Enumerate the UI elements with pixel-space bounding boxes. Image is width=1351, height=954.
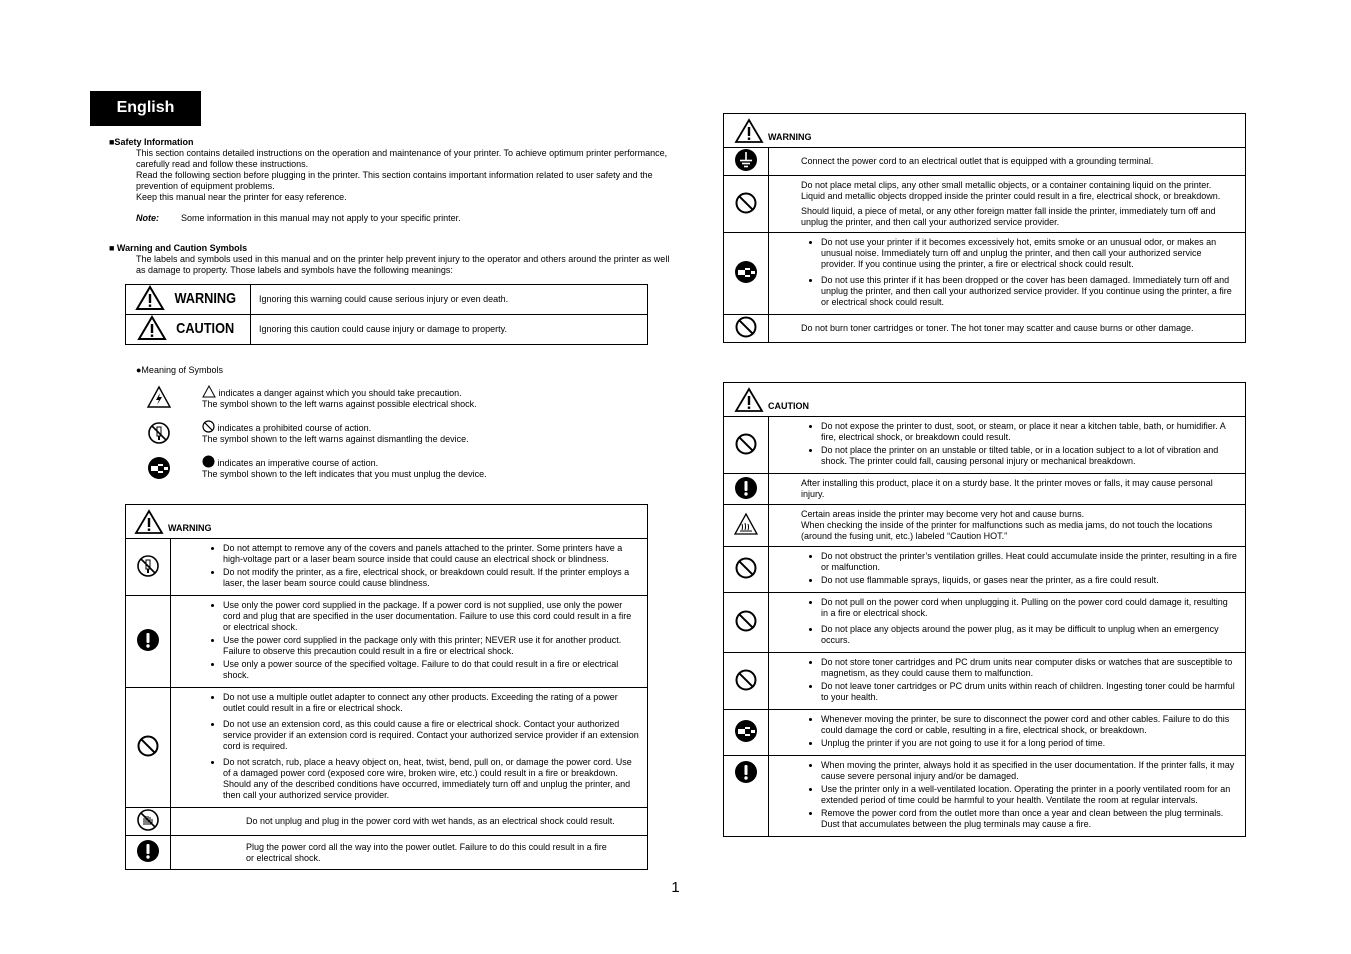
list-item: • Unplug the printer if you are not going to use it for a long period of time. [821, 738, 1237, 749]
caution-triangle-icon [734, 387, 764, 413]
prohibited-icon [734, 191, 758, 215]
warning-right-row-3 [724, 233, 1246, 315]
warning-left-row-5-text: Plug the power cord all the way into the power outlet. Failure to do this could result in a fire or electrical shock. [171, 836, 648, 870]
warning-label-text: Ignoring this warning could cause serious injury or even death. [251, 285, 648, 315]
safety-body [136, 148, 681, 203]
warning-right-row-2-p2: Should liquid, a piece of metal, or any other foreign matter fall inside the printer, immediately turn off and unplug the printer, and then call your authorized service provider. [801, 206, 1216, 227]
symbols-text: The labels and symbols used in this manual and on the printer help prevent injury to the operator and others around the printer as well as damage to property. Those labels and symbols have the following meanings: [136, 254, 670, 275]
list-item: • Use only a power source of the specified voltage. Failure to do that could result in a fire or electrical shock. [223, 659, 639, 681]
caution-label-text: Ignoring this caution could cause injury or damage to property. [251, 315, 648, 345]
warning-left-row-3 [126, 688, 648, 808]
prohibited-icon [734, 609, 758, 633]
list-item: • When moving the printer, always hold it as specified in the user documentation. If the printer falls, it may cause severe personal injury and/or be damaged. [821, 760, 1237, 782]
caution-row-2 [724, 474, 1246, 505]
caution-triangle-icon [137, 315, 167, 341]
caution-row-5 [724, 593, 1246, 653]
no-wet-hands-icon [136, 808, 160, 832]
list-item: • Do not modify the printer, as a fire, electrical shock, or breakdown could result. If the printer employs a laser, the laser beam source could cause blindness. [223, 567, 639, 589]
list-item: • Do not scratch, rub, place a heavy object on, heat, twist, bend, pull on, or damage the power cord. Use of a damaged power cord (exposed core wire, broken wire, etc.) could result in a fire or breakdown. Should any of the described conditions have occurred, immediately turn off and unplug the printer, and then call your authorized service provider. [223, 757, 639, 801]
safety-p2: Read the following section before plugging in the printer. This section contains important information related to user safety and the prevention of equipment problems. [136, 170, 653, 191]
list-item: • Whenever moving the printer, be sure to disconnect the power cord and other cables. Failure to do this could damage the cord or cable, resulting in a fire, electrical shock, or breakdown. [821, 714, 1237, 736]
prohibited-icon [734, 432, 758, 456]
note-line [136, 213, 461, 224]
caution-title: CAUTION [768, 400, 809, 411]
warning-right-row-4 [724, 315, 1246, 343]
warning-left-title: WARNING [168, 522, 212, 533]
caution-row-7 [724, 710, 1246, 756]
imperative-dot-icon [202, 455, 215, 468]
warning-label: WARNING [174, 289, 236, 307]
prohibited-icon [734, 668, 758, 692]
warning-left-row-5 [126, 836, 648, 870]
warning-right-title: WARNING [768, 131, 812, 142]
prohibited-small-icon [202, 420, 215, 433]
warning-triangle-icon [135, 285, 165, 311]
list-item: • Do not use your printer if it becomes excessively hot, emits smoke or an unusual odor, or makes an unusual noise. Immediately turn off and unplug the printer, and then call your authorized service provider. If you continue using the printer, a fire or electrical shock could result. [821, 237, 1237, 270]
warning-left-title-cell [126, 505, 648, 539]
list-item: • Do not use an extension cord, as this could cause a fire or electrical shock. Contact your authorized service provider if an extension cord is required. Contact your authorized service provider if an extension cord is required. [223, 719, 639, 752]
list-item: • Use the power cord supplied in the package only with this printer; NEVER use it for another product. Failure to observe this precaution could result in a fire or electrical shock. [223, 635, 639, 657]
list-item: • Do not attempt to remove any of the covers and panels attached to the printer. Some printers have a high-voltage part or a laser beam source inside that could cause an electrical shock or blindness. [223, 543, 639, 565]
page-number: 1 [671, 879, 680, 896]
unplug-icon [734, 719, 758, 743]
meaning-1-line2: The symbol shown to the left warns against possible electrical shock. [202, 399, 477, 409]
unplug-icon [147, 456, 171, 480]
caution-label: CAUTION [175, 319, 235, 337]
meaning-row-2 [202, 420, 469, 445]
caution-table-right [723, 382, 1246, 837]
warning-left-row-2 [126, 596, 648, 688]
warning-table-right [723, 113, 1246, 343]
caution-row-3 [724, 505, 1246, 547]
list-item: • Do not use a multiple outlet adapter to connect any other products. Exceeding the rating of a power outlet could result in a fire or electrical shock. [223, 692, 639, 714]
warning-triangle-icon [134, 509, 164, 535]
caution-title-cell [724, 383, 1246, 417]
warning-left-row-4-text: Do not unplug and plug in the power cord with wet hands, as an electrical shock could result. [171, 808, 648, 836]
warning-right-row-2-p1: Do not place metal clips, any other small metallic objects, or a container containing liquid on the printer. Liquid and metallic objects dropped inside the printer could result in a fire, electrical shock, or breakdown. [801, 180, 1221, 201]
caution-row-3-text: Certain areas inside the printer may become very hot and cause burns. When checking the inside of the printer for malfunctions such as media jams, do not touch the locations (around the fusing unit, etc.) labeled “Caution HOT.” [801, 509, 1213, 541]
note-text: Some information in this manual may not apply to your specific printer. [181, 213, 461, 223]
caution-row-6 [724, 653, 1246, 710]
symbols-heading: ■ Warning and Caution Symbols [109, 243, 248, 253]
safety-heading: ■Safety Information [109, 137, 194, 147]
hot-surface-icon [733, 512, 759, 536]
prohibited-icon [734, 315, 758, 339]
mandatory-icon [136, 839, 160, 863]
warning-table-left [125, 504, 648, 870]
mandatory-icon [734, 760, 758, 784]
meaning-row-3 [202, 455, 487, 480]
precaution-triangle-icon [202, 385, 216, 398]
electric-shock-icon [146, 385, 172, 409]
warning-left-row-1 [126, 539, 648, 596]
list-item: • Do not use this printer if it has been dropped or the cover has been damaged. Immediately turn off and unplug the printer, and then call your authorized service provider. If you continue using the printer, a fire or electrical shock could result. [821, 275, 1237, 308]
label-table [125, 284, 648, 345]
list-item: • Do not place any objects around the power plug, as it may be difficult to unplug when an emergency occurs. [821, 624, 1237, 646]
mandatory-icon [734, 476, 758, 500]
warning-right-row-4-text: Do not burn toner cartridges or toner. The hot toner may scatter and cause burns or other damage. [801, 323, 1194, 333]
caution-row-8 [724, 756, 1246, 837]
mandatory-icon [136, 628, 160, 652]
language-tab: English [90, 91, 201, 126]
meaning-3-line2: The symbol shown to the left indicates that you must unplug the device. [202, 469, 487, 479]
meaning-row-1 [202, 385, 477, 410]
list-item: • Do not store toner cartridges and PC drum units near computer disks or watches that are susceptible to magnetism, as they could cause them to malfunction. [821, 657, 1237, 679]
list-item: • Use only the power cord supplied in the package. If a power cord is not supplied, use only the power cord and plug that are specified in the user documentation. Failure to use this cord could result in a fire or electrical shock. [223, 600, 639, 633]
meaning-2-line1: indicates a prohibited course of action. [217, 423, 372, 433]
no-disassemble-icon [136, 554, 160, 578]
meaning-1-line1: indicates a danger against which you should take precaution. [218, 388, 462, 398]
caution-row-1 [724, 417, 1246, 474]
warning-triangle-icon [734, 118, 764, 144]
unplug-icon [734, 260, 758, 284]
prohibited-icon [136, 734, 160, 758]
prohibited-icon [734, 556, 758, 580]
meaning-heading: ●Meaning of Symbols [136, 365, 223, 375]
no-disassemble-icon [147, 421, 171, 445]
warning-label-cell [126, 285, 251, 315]
note-label: Note: [136, 213, 159, 223]
list-item: • Do not obstruct the printer’s ventilation grilles. Heat could accumulate inside the printer, resulting in a fire or malfunction. [821, 551, 1237, 573]
safety-p3: Keep this manual near the printer for easy reference. [136, 192, 347, 202]
meaning-3-line1: indicates an imperative course of action. [217, 458, 379, 468]
list-item: • Do not leave toner cartridges or PC drum units within reach of children. Ingesting toner could be harmful to your health. [821, 681, 1237, 703]
warning-right-title-cell [724, 114, 1246, 148]
warning-right-row-1 [724, 148, 1246, 176]
list-item: • Remove the power cord from the outlet more than once a year and clean between the plug terminals. Dust that accumulates between the plug terminals may cause a fire. [821, 808, 1237, 830]
caution-row-4 [724, 547, 1246, 593]
list-item: • Do not use flammable sprays, liquids, or gases near the printer, as a fire could result. [821, 575, 1237, 586]
list-item: • Do not pull on the power cord when unplugging it. Pulling on the power cord could damage it, resulting in a fire or electrical shock. [821, 597, 1237, 619]
warning-left-row-4 [126, 808, 648, 836]
safety-p1: This section contains detailed instructions on the operation and maintenance of your printer. To achieve optimum printer performance, carefully read and follow these instructions. [136, 148, 668, 169]
warning-right-row-2 [724, 176, 1246, 233]
meaning-2-line2: The symbol shown to the left warns against dismantling the device. [202, 434, 469, 444]
warning-right-row-1-text: Connect the power cord to an electrical outlet that is equipped with a grounding terminal. [801, 156, 1154, 166]
list-item: • Use the printer only in a well-ventilated location. Operating the printer in a poorly ventilated room for an extended period of time could be harmful to your health. Ventilate the room at regular intervals. [821, 784, 1237, 806]
caution-row-2-text: After installing this product, place it on a sturdy base. It the printer moves or falls, it may cause personal injury. [801, 478, 1213, 499]
caution-label-cell [126, 315, 251, 345]
list-item: • Do not place the printer on an unstable or tilted table, or in a location subject to a lot of vibration and shock. The printer could fall, causing personal injury or mechanical breakdown. [821, 445, 1237, 467]
ground-icon [734, 148, 758, 172]
list-item: • Do not expose the printer to dust, soot, or steam, or place it near a kitchen table, bath, or humidifier. A fire, electrical shock, or breakdown could result. [821, 421, 1237, 443]
